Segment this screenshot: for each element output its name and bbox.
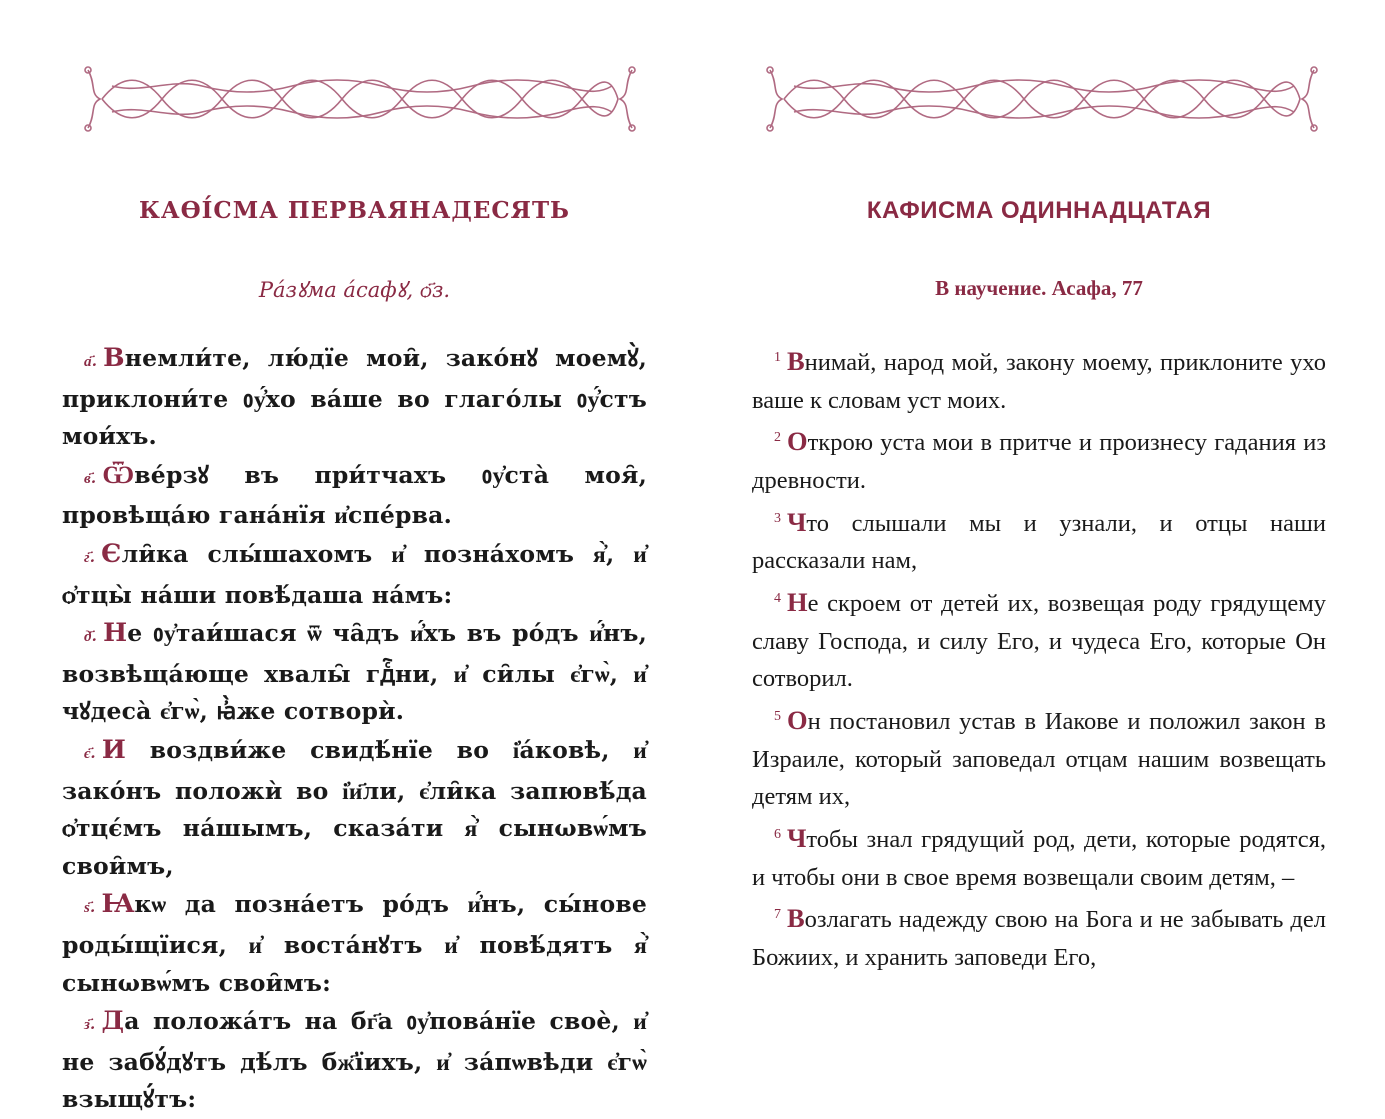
verse-3 bbox=[752, 500, 1326, 580]
verse-text: ве́рзꙋ въ при́тчахъ ᲂу҆ста̀ моя̑, провѣща́ю гана́нїя и҆спе́рва. bbox=[62, 460, 647, 530]
verse-initial: В bbox=[787, 346, 805, 377]
verse-number: г҃. bbox=[84, 547, 96, 566]
verse-initial: В bbox=[787, 903, 805, 934]
verse-2 bbox=[752, 419, 1326, 499]
verse-text: тобы знал грядущий род, дети, которые родятся, и чтобы они в свое время возвещали своим детям, – bbox=[752, 826, 1326, 891]
verse-2 bbox=[62, 456, 647, 535]
verse-3 bbox=[62, 535, 647, 614]
verse-4 bbox=[752, 580, 1326, 698]
verse-text: озлагать надежду свою на Бога и не забывать дел Божиих, и хранить заповеди Его, bbox=[752, 906, 1326, 971]
celtic-knot-ornament-icon bbox=[764, 64, 1320, 134]
psalm-subtitle: В научение. Асафа, 77 bbox=[935, 276, 1143, 300]
verse-initial: Є bbox=[101, 537, 122, 568]
verse-number: 7 bbox=[774, 907, 781, 923]
verse-number: ѕ҃. bbox=[84, 898, 96, 917]
verse-number: 3 bbox=[774, 510, 781, 526]
verse-initial: Н bbox=[787, 587, 808, 618]
verse-1 bbox=[62, 339, 647, 456]
verse-5 bbox=[752, 698, 1326, 816]
verse-number: 6 bbox=[774, 826, 781, 842]
verse-initial: Н bbox=[103, 617, 128, 648]
verse-number: в҃. bbox=[84, 468, 97, 487]
verse-text: е ᲂу҆таи́шася ѿ ча̑дъ и҆́хъ въ ро́дъ и҆́нъ, возвѣща́юще хвалы̑ гдⷭ҇ни, и҆ си̑лы є҆гѡ̀, и҆ чꙋдеса̀ є҆гѡ̀, ꙗ҆̀же сотворѝ. bbox=[62, 619, 647, 726]
verse-list bbox=[62, 339, 647, 1119]
verse-1 bbox=[752, 339, 1326, 419]
verse-number: 1 bbox=[774, 350, 781, 365]
verse-initial: В bbox=[103, 342, 125, 372]
verse-6 bbox=[752, 816, 1326, 896]
verse-text: н постановил устав в Иакове и положил закон в Израиле, который заповедал отцам нашим возвещать детям их, bbox=[752, 708, 1326, 811]
verse-text: нимай, народ мой, закону моему, приклоните ухо ваше к словам уст моих. bbox=[752, 349, 1326, 414]
verse-5 bbox=[62, 731, 647, 885]
verse-number: 4 bbox=[774, 591, 781, 607]
verse-4 bbox=[62, 614, 647, 731]
right-page bbox=[752, 0, 1326, 1080]
verse-text: немли́те, лю́дїе мои̑, зако́нꙋ моемꙋ̀, приклони́те ᲂу҆́хо ва́ше во глаго́лы ᲂу҆́стъ мои́хъ. bbox=[62, 344, 647, 451]
verse-text: кѡ да позна́етъ ро́дъ и҆́нъ, сы́нове роды́щїися, и҆ воста́нꙋтъ и҆ повѣ́дятъ я҆̀ сынωвѡ́мъ свои̑мъ: bbox=[62, 890, 647, 997]
verse-number: 2 bbox=[774, 430, 781, 446]
verse-text: воздви́же свидѣ́нїе во і҆а́ковѣ, и҆ зако́нъ положѝ во і҆и҃ли, є҆ли̑ка запювѣ́да ѻ҆тцє́мъ на́шымъ, сказа́ти я҆̀ сынωвѡ́мъ свои̑мъ, bbox=[62, 735, 647, 880]
left-page bbox=[62, 0, 647, 1114]
psalm-subtitle: Ра́зꙋма а́сафꙋ, ѻ҃з. bbox=[258, 278, 451, 302]
verse-text: а положа́тъ на бг҃а ᲂу҆пова́нїе своѐ, и҆ не забꙋ́дꙋтъ дѣ́лъ бж҃їихъ, и҆ за́пѡвѣди є҆гѡ̀ взыщꙋ́тъ: bbox=[62, 1007, 647, 1114]
verse-list bbox=[752, 339, 1326, 977]
verse-7 bbox=[752, 896, 1326, 976]
verse-initial: Ч bbox=[787, 823, 807, 854]
verse-text: ткрою уста мои в притче и произнесу гадания из древности. bbox=[752, 429, 1326, 495]
verse-6 bbox=[62, 885, 647, 1002]
verse-text: ли̑ка слы́шахомъ и҆ позна́хомъ я҆̀, и҆ ѻ҆тцы̀ на́ши повѣ́даша на́мъ: bbox=[62, 539, 647, 609]
verse-initial: О bbox=[787, 705, 808, 736]
verse-initial: Ꙗ bbox=[101, 888, 135, 919]
verse-text: то слышали мы и узнали, и отцы наши рассказали нам, bbox=[752, 509, 1326, 575]
page-title: КАѲІ́СМА ПЕРВАЯНАДЕСЯТЬ bbox=[138, 197, 571, 224]
verse-number: з҃. bbox=[84, 1015, 96, 1034]
page-title: КАФИСМА ОДИННАДЦАТАЯ bbox=[866, 197, 1212, 224]
verse-initial: О bbox=[787, 426, 808, 457]
verse-number: д҃. bbox=[84, 627, 98, 646]
verse-number: 5 bbox=[774, 708, 781, 724]
verse-text: е скроем от детей их, возвещая роду грядущему славу Господа, и силу Его, и чудеса Его, которые Он сотворил. bbox=[752, 590, 1326, 693]
verse-7 bbox=[62, 1002, 647, 1119]
celtic-knot-ornament-icon bbox=[82, 64, 638, 134]
verse-initial: Ч bbox=[787, 506, 807, 537]
verse-initial: Ѿ bbox=[102, 458, 135, 489]
verse-initial: Д bbox=[101, 1005, 125, 1036]
verse-initial: И bbox=[101, 733, 127, 764]
verse-number: а҃. bbox=[84, 352, 98, 370]
verse-number: є҃. bbox=[84, 743, 96, 762]
